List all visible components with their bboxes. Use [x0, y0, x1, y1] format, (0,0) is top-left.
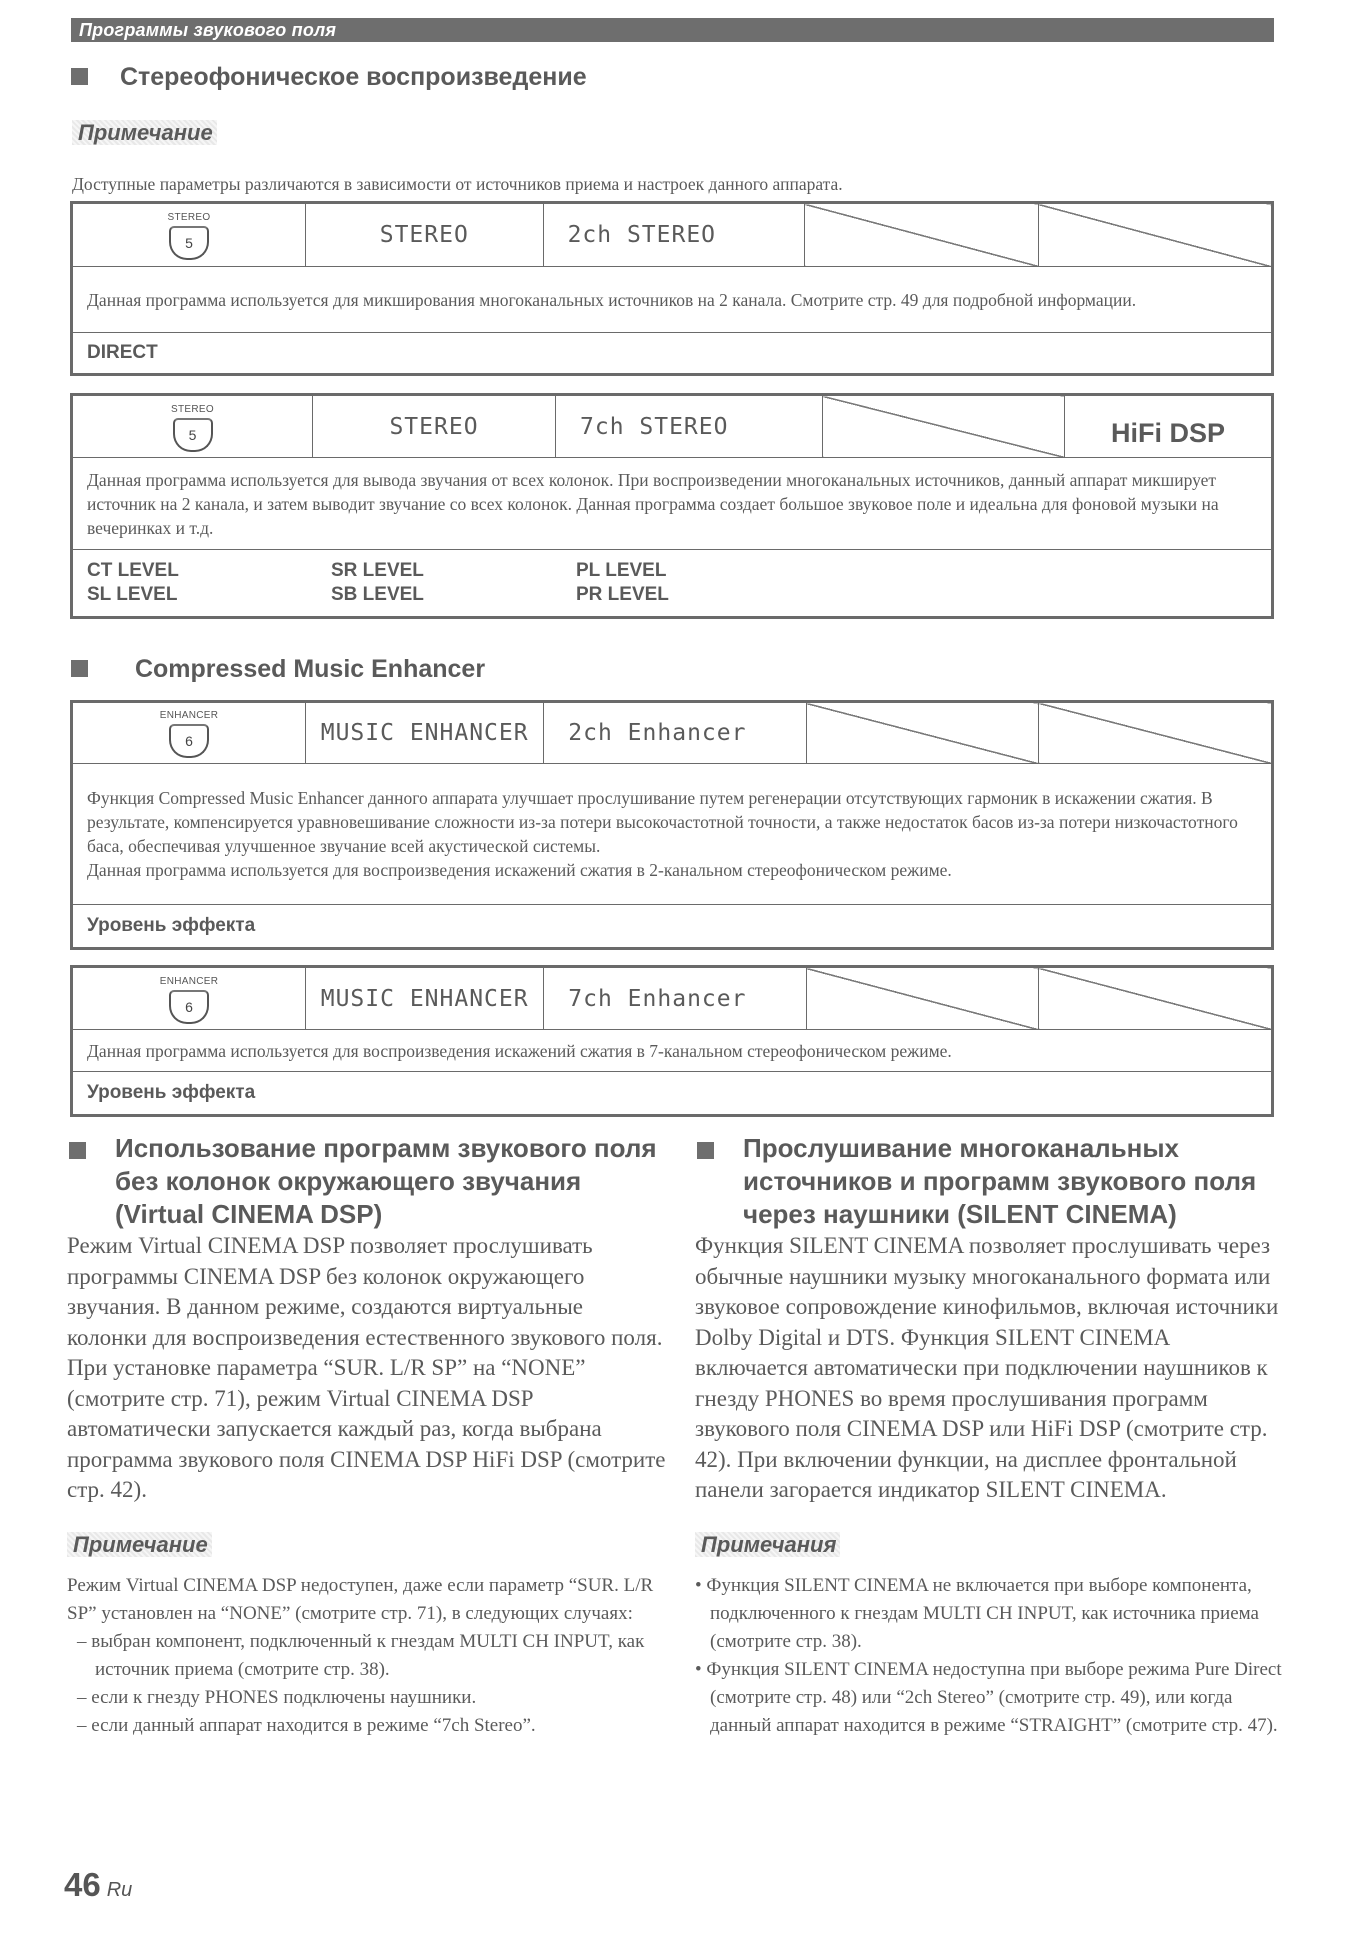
note-label: Примечание: [67, 1532, 212, 1557]
button-label: STEREO: [167, 212, 211, 223]
program-description: Данная программа используется для воспроизведения искажений сжатия в 7-канальном стереофоническом режиме.: [72, 1030, 1273, 1072]
program-description: Данная программа используется для микширования многоканальных источников на 2 канала. Смотрите стр. 49 для подробной информации.: [72, 267, 1273, 333]
section-title: Прослушивание многоканальных источников и программ звукового поля через наушники (SILENT CINEMA): [743, 1133, 1257, 1229]
parameter-list: [72, 550, 1273, 618]
page-footer: [64, 1866, 132, 1904]
program-table-7ch-stereo: [70, 393, 1274, 619]
chapter-title: Программы звукового поля: [79, 20, 337, 40]
note-text: Режим Virtual CINEMA DSP недоступен, даже если параметр “SUR. L/R SP” установлен на “NONE” (смотрите стр. 71), в следующих случаях:: [67, 1574, 654, 1624]
section-title: Использование программ звукового поля без колонок окружающего звучания (Virtual CINEMA DSP): [115, 1133, 657, 1229]
parameter-pr-level: PR LEVEL: [576, 584, 669, 605]
button-label: ENHANCER: [159, 710, 219, 721]
bullet-square-icon: [71, 68, 88, 85]
parameter-direct: DIRECT: [87, 342, 158, 363]
note-label: Примечание: [72, 120, 217, 145]
parameter-sl-level: SL LEVEL: [87, 584, 178, 605]
bullet-square-icon: [697, 1142, 714, 1159]
empty-cell: [805, 203, 1038, 267]
program-table-2ch-stereo: [70, 201, 1274, 376]
empty-cell: [806, 702, 1039, 764]
note-heading: [67, 1532, 667, 1558]
parameter-pl-level: PL LEVEL: [576, 560, 667, 581]
remote-key-icon: 5: [173, 418, 213, 452]
note-text: Доступные параметры различаются в зависимости от источников приема и настроек данного аппарата.: [72, 174, 843, 194]
parameter-effect-level: Уровень эффекта: [87, 915, 256, 936]
note-label: Примечания: [695, 1532, 840, 1557]
section-body: Функция SILENT CINEMA позволяет прослушивать через обычные наушники музыку многоканального формата или звуковое сопровождение кинофильмов, включая источники Dolby Digital и DTS. Функция SILENT CINEMA включается автоматически при подключении наушников к гнезду PHONES во время прослушивания программ звукового поля CINEMA DSP или HiFi DSP (смотрите стр. 42). При включении функции, на дисплее фронтальной панели загорается индикатор SILENT CINEMA.: [695, 1233, 1279, 1502]
display-subprogram: 7ch Enhancer: [544, 967, 806, 1030]
display-subprogram: 2ch STEREO: [543, 203, 805, 267]
display-program: MUSIC ENHANCER: [306, 967, 544, 1030]
empty-cell: [1038, 203, 1272, 267]
empty-cell: [1039, 967, 1273, 1030]
section-heading: [67, 1132, 667, 1231]
section-title: Compressed Music Enhancer: [134, 655, 486, 683]
silent-cinema-section: [695, 1132, 1285, 1740]
description-paragraph: Данная программа используется для воспроизведения искажений сжатия в 2-канальном стереофоническом режиме.: [87, 860, 952, 880]
virtual-cinema-dsp-section: [67, 1132, 667, 1740]
program-description: Данная программа используется для вывода звучания от всех колонок. При воспроизведении многоканальных источников, данный аппарат микширует источник на 2 канала, и затем выводит звучание со всех колонок. Данная программа создает большое звуковое поле и идеальна для фоновой музыки на вечеринках и т.д.: [72, 458, 1273, 550]
hifi-dsp-label: HiFi DSP: [1065, 395, 1273, 458]
page-number: 46: [64, 1866, 101, 1903]
remote-button-cell: [72, 967, 306, 1030]
button-label: ENHANCER: [159, 975, 219, 987]
note-item: – выбран компонент, подключенный к гнездам MULTI CH INPUT, как источник приема (смотрите стр. 38).: [77, 1630, 645, 1680]
note-item: – если к гнезду PHONES подключены наушники.: [77, 1686, 477, 1708]
remote-button-cell: [72, 203, 306, 267]
display-program: MUSIC ENHANCER: [306, 702, 544, 764]
display-program: STEREO: [313, 395, 556, 458]
note-item: • Функция SILENT CINEMA не включается при выборе компонента, подключенного к гнездам MULTI CH INPUT, как источника приема (смотрите стр. 38).: [695, 1574, 1259, 1652]
parameter-list: [72, 905, 1273, 949]
program-table-2ch-enhancer: [70, 700, 1274, 950]
section-heading: [695, 1132, 1285, 1231]
section-title: Стереофоническое воспроизведение: [119, 63, 587, 91]
note-heading: [695, 1532, 1285, 1558]
display-program: STEREO: [306, 203, 544, 267]
display-subprogram: 2ch Enhancer: [544, 702, 806, 764]
note-list: [695, 1572, 1285, 1740]
empty-cell: [806, 967, 1039, 1030]
remote-button-cell: [72, 702, 306, 764]
button-label: STEREO: [171, 403, 214, 415]
page-language: Ru: [106, 1879, 133, 1901]
program-description: [72, 764, 1273, 905]
parameter-list: [72, 1072, 1273, 1116]
bullet-square-icon: [71, 660, 88, 677]
chapter-header-bar: [71, 18, 1274, 42]
section-heading-stereo: [71, 62, 587, 92]
remote-button-cell: [72, 395, 313, 458]
description-paragraph: Функция Compressed Music Enhancer данного аппарата улучшает прослушивание путем регенерации отсутствующих гармоник в искажении сжатия. В результате, компенсируется уравновешивание сложности из-за потери высокочастотной точности, а также недостаток басов из-за потери низкочастотного баса, обеспечивая улучшенное звучание всей акустической системы.: [87, 788, 1238, 856]
parameter-ct-level: CT LEVEL: [87, 560, 179, 581]
note-heading: [72, 120, 217, 146]
parameter-effect-level: Уровень эффекта: [87, 1082, 256, 1103]
remote-key-icon: 5: [169, 226, 209, 260]
bullet-square-icon: [69, 1142, 86, 1159]
empty-cell: [1039, 702, 1273, 764]
section-heading-cme: [71, 654, 485, 684]
display-subprogram: 7ch STEREO: [556, 395, 823, 458]
remote-key-icon: 6: [169, 724, 209, 758]
note-item: – если данный аппарат находится в режиме “7ch Stereo”.: [77, 1714, 536, 1736]
remote-key-icon: 6: [169, 990, 209, 1024]
parameter-sr-level: SR LEVEL: [331, 560, 424, 581]
parameter-sb-level: SB LEVEL: [331, 584, 424, 605]
note-list: [67, 1628, 667, 1740]
note-item: • Функция SILENT CINEMA недоступна при выборе режима Pure Direct (смотрите стр. 48) или “2ch Stereo” (смотрите стр. 49), или когда данный аппарат находится в режиме “STRAIGHT” (смотрите стр. 47).: [695, 1658, 1282, 1736]
program-table-7ch-enhancer: [70, 965, 1274, 1117]
empty-cell: [823, 395, 1065, 458]
section-body: Режим Virtual CINEMA DSP позволяет прослушивать программы CINEMA DSP без колонок окружающего звучания. В данном режиме, создаются виртуальные колонки для воспроизведения естественного звукового поля. При установке параметра “SUR. L/R SP” на “NONE” (смотрите стр. 71), режим Virtual CINEMA DSP автоматически запускается каждый раз, когда выбрана программа звукового поля CINEMA DSP HiFi DSP (смотрите стр. 42).: [67, 1233, 666, 1502]
parameter-list: [72, 333, 1273, 375]
